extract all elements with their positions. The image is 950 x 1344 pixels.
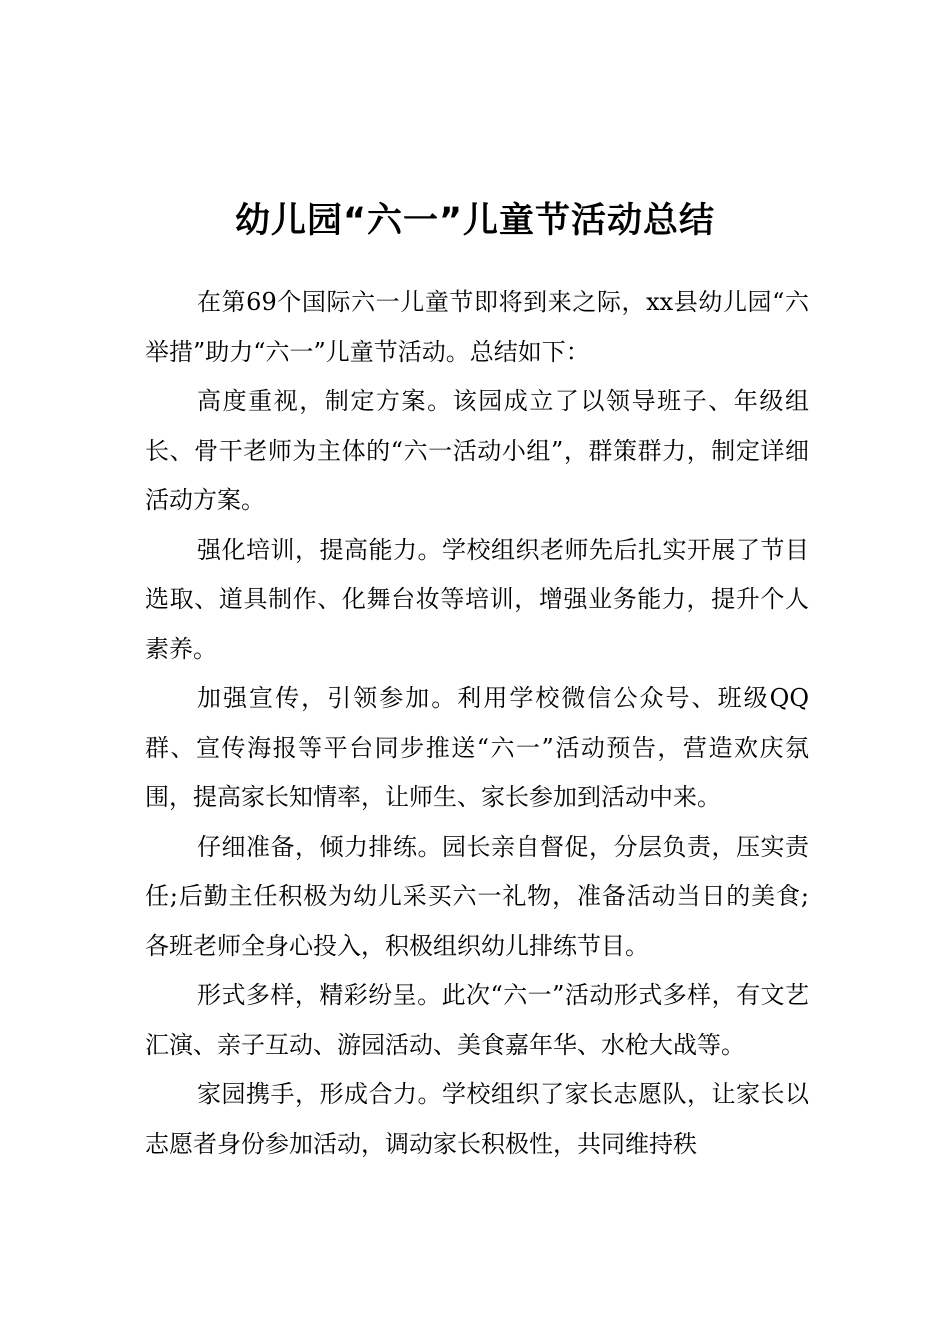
paragraph-activities: 形式多样，精彩纷呈。此次“六一”活动形式多样，有文艺汇演、亲子互动、游园活动、美食嘉年华、水枪大战等。 <box>145 981 809 1059</box>
paragraph-intro: 在第69个国际六一儿童节即将到来之际，xx县幼儿园“六举措”助力“六一”儿童节活动。总结如下： <box>145 288 809 366</box>
paragraph-training: 强化培训，提高能力。学校组织老师先后扎实开展了节目选取、道具制作、化舞台妆等培训，增强业务能力，提升个人素养。 <box>145 535 809 663</box>
paragraph-planning: 高度重视，制定方案。该园成立了以领导班子、年级组长、骨干老师为主体的“六一活动小组”，群策群力，制定详细活动方案。 <box>145 387 809 514</box>
paragraph-cooperation: 家园携手，形成合力。学校组织了家长志愿队，让家长以志愿者身份参加活动，调动家长积极性，共同维持秩 <box>145 1080 809 1158</box>
document-body <box>145 278 809 1169</box>
document-title: 幼儿园“六一”儿童节活动总结 <box>234 201 715 242</box>
paragraph-publicity: 加强宣传，引领参加。利用学校微信公众号、班级QQ群、宣传海报等平台同步推送“六一”活动预告，营造欢庆氛围，提高家长知情率，让师生、家长参加到活动中来。 <box>145 684 809 811</box>
paragraph-preparation: 仔细准备，倾力排练。园长亲自督促，分层负责，压实责任;后勤主任积极为幼儿采买六一礼物，准备活动当日的美食;各班老师全身心投入，积极组织幼儿排练节目。 <box>145 832 809 960</box>
